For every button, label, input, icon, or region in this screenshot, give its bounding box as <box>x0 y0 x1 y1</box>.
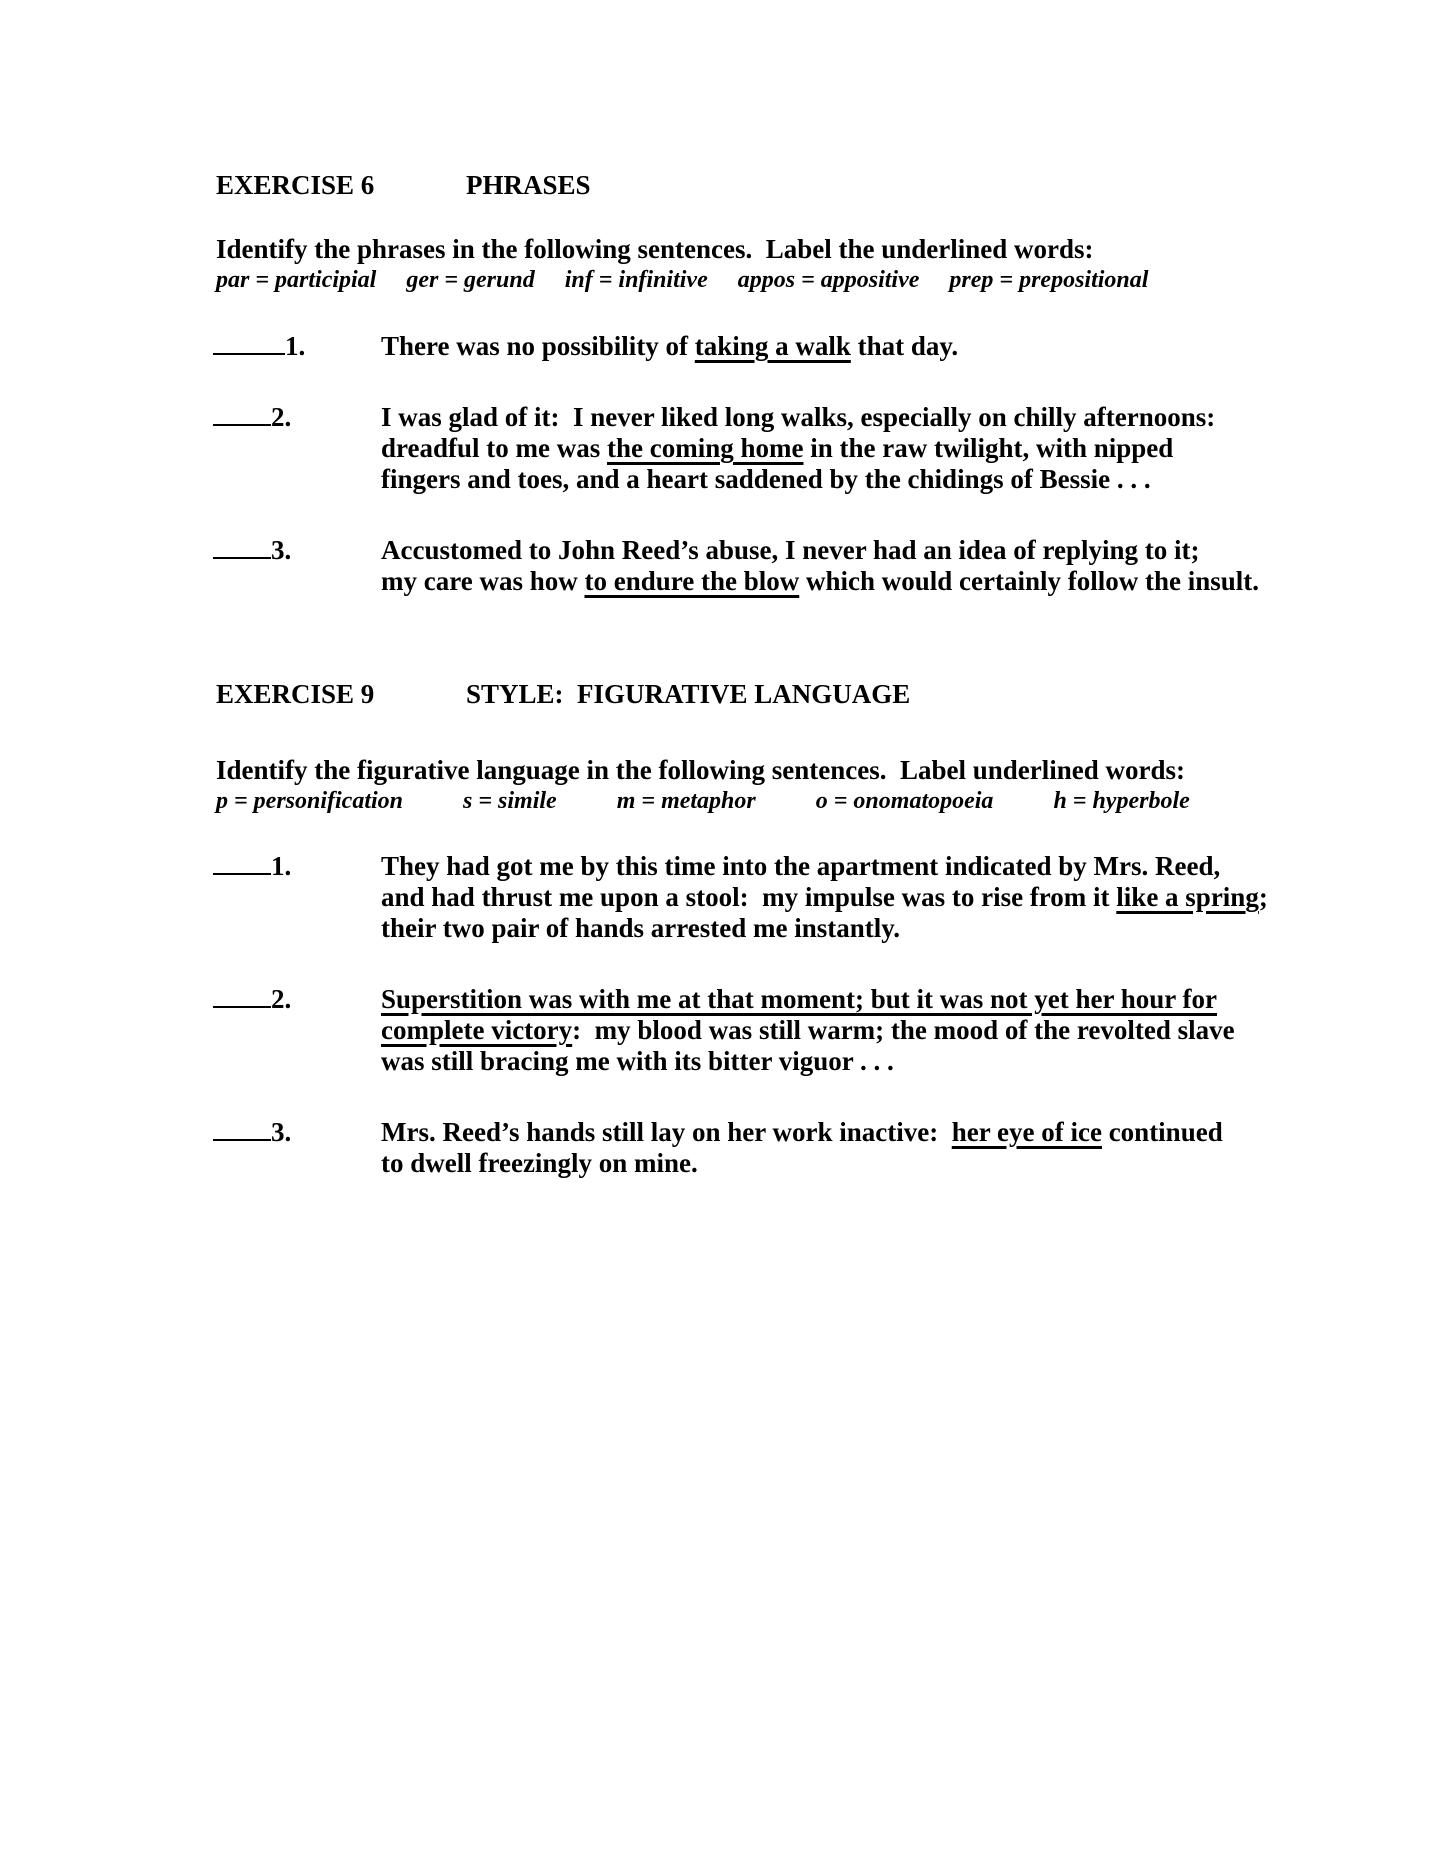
exercise-items <box>213 849 1365 1179</box>
underlined-phrase: Superstition was with me at that moment; but it was not yet her hour for <box>381 984 1217 1014</box>
exercise-item <box>213 400 1365 495</box>
item-text-line <box>381 1117 1365 1148</box>
item-text-line <box>381 882 1365 913</box>
abbreviation-key-entry: s = simile <box>463 788 557 814</box>
answer-blank <box>213 533 271 559</box>
item-number: 2. <box>271 402 292 432</box>
item-number: 1. <box>271 851 292 881</box>
underlined-phrase: to endure the blow <box>584 566 800 596</box>
exercise-heading <box>216 679 1365 710</box>
abbreviation-key-entry: ger = gerund <box>406 267 535 293</box>
text-segment: There was no possibility of <box>381 331 695 361</box>
abbreviation-key-entry: o = onomatopoeia <box>815 788 994 814</box>
text-segment: Mrs. Reed’s hands still lay on her work inactive: <box>381 1117 952 1147</box>
exercise-instructions: Identify the figurative language in the following sentences. Label underlined words: <box>216 755 1186 785</box>
item-number-column <box>213 400 381 433</box>
text-segment: in the raw twilight, with nipped <box>803 433 1174 463</box>
item-text <box>381 851 1365 944</box>
abbreviation-key-entry: appos = appositive <box>737 267 920 293</box>
exercise-section <box>213 679 1365 1179</box>
text-segment: that day. <box>850 331 959 361</box>
exercise-item <box>213 329 1365 362</box>
item-text <box>381 535 1365 597</box>
item-number-column <box>213 329 381 362</box>
answer-blank <box>213 400 271 426</box>
item-text-line <box>381 913 1365 944</box>
answer-blank <box>213 982 271 1008</box>
exercises <box>213 170 1365 1179</box>
abbreviation-key <box>216 786 1365 817</box>
exercise-item <box>213 982 1365 1077</box>
answer-blank <box>213 1115 271 1141</box>
item-number-column <box>213 1115 381 1148</box>
item-text-line <box>381 402 1365 433</box>
item-text-line <box>381 464 1365 495</box>
item-text-line <box>381 331 1365 362</box>
answer-blank <box>213 329 285 355</box>
answer-blank <box>213 849 271 875</box>
item-text-line <box>381 1148 1365 1179</box>
exercise-item <box>213 849 1365 944</box>
text-segment: dreadful to me was <box>381 433 607 463</box>
item-number: 3. <box>271 1117 292 1147</box>
item-text <box>381 1117 1365 1179</box>
item-text <box>381 984 1365 1077</box>
item-number-column <box>213 533 381 566</box>
abbreviation-key-entry: h = hyperbole <box>1053 788 1190 814</box>
exercise-instructions: Identify the phrases in the following sentences. Label the underlined words: <box>216 234 1094 264</box>
item-text-line <box>381 984 1365 1015</box>
exercise-items <box>213 329 1365 597</box>
text-segment: ; <box>1258 882 1268 912</box>
item-text-line <box>381 851 1365 882</box>
item-text <box>381 402 1365 495</box>
abbreviation-key <box>216 265 1365 296</box>
text-segment: Accustomed to John Reed’s abuse, I never had an idea of replying to it; <box>381 535 1200 565</box>
text-segment: my care was how <box>381 566 585 596</box>
exercise-item <box>213 533 1365 597</box>
text-segment: and had thrust me upon a stool: my impulse was to rise from it <box>381 882 1117 912</box>
item-number-column <box>213 849 381 882</box>
text-segment: their two pair of hands arrested me instantly. <box>381 913 901 943</box>
underlined-phrase: the coming home <box>607 433 804 463</box>
abbreviation-key-entry: prep = prepositional <box>949 267 1149 293</box>
text-segment: They had got me by this time into the apartment indicated by Mrs. Reed, <box>381 851 1221 881</box>
item-text <box>381 331 1365 362</box>
abbreviation-key-entry: inf = infinitive <box>564 267 708 293</box>
exercise-title: PHRASES <box>466 170 591 200</box>
abbreviation-key-entry: par = participial <box>216 267 377 293</box>
exercise-label: EXERCISE 9 <box>216 679 375 709</box>
item-number: 3. <box>271 535 292 565</box>
text-segment: : my blood was still warm; the mood of the revolted slave <box>572 1015 1235 1045</box>
abbreviation-key-entry: m = metaphor <box>616 788 756 814</box>
underlined-phrase: her eye of ice <box>951 1117 1102 1147</box>
text-segment: continued <box>1101 1117 1223 1147</box>
exercise-section <box>213 170 1365 597</box>
underlined-phrase: like a spring <box>1116 882 1259 912</box>
exercise-item <box>213 1115 1365 1179</box>
item-number: 1. <box>285 331 306 361</box>
text-segment: I was glad of it: I never liked long walks, especially on chilly afternoons: <box>381 402 1216 432</box>
item-text-line <box>381 1015 1365 1046</box>
abbreviation-key-entry: p = personification <box>216 788 404 814</box>
item-text-line <box>381 566 1365 597</box>
text-segment: which would certainly follow the insult. <box>799 566 1260 596</box>
underlined-phrase: taking a walk <box>694 331 851 361</box>
underlined-phrase: complete victory <box>381 1015 573 1045</box>
item-number: 2. <box>271 984 292 1014</box>
item-number-column <box>213 982 381 1015</box>
exercise-title: STYLE: FIGURATIVE LANGUAGE <box>466 679 911 709</box>
text-segment: to dwell freezingly on mine. <box>381 1148 698 1178</box>
exercise-heading <box>216 170 1365 201</box>
text-segment: fingers and toes, and a heart saddened by the chidings of Bessie . . . <box>381 464 1151 494</box>
text-segment: was still bracing me with its bitter viguor . . . <box>381 1046 894 1076</box>
exercise-label: EXERCISE 6 <box>216 170 375 200</box>
item-text-line <box>381 433 1365 464</box>
item-text-line <box>381 1046 1365 1077</box>
item-text-line <box>381 535 1365 566</box>
